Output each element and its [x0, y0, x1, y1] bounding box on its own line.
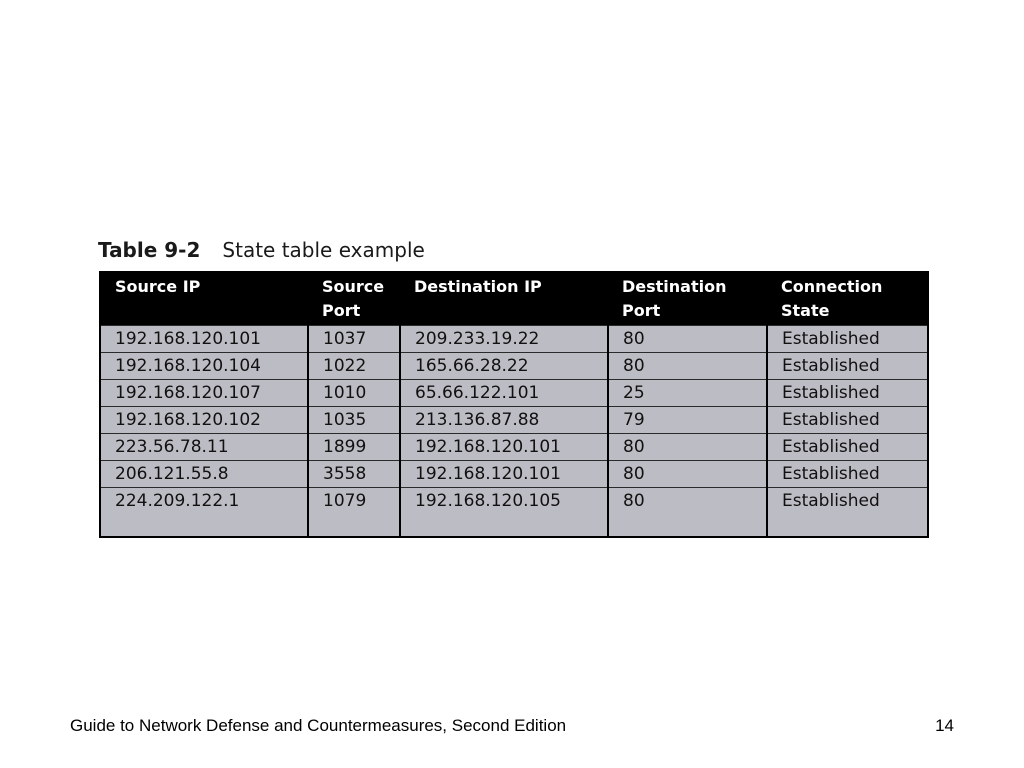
table-row [100, 380, 928, 407]
cell-connection-state: Established [767, 407, 928, 434]
cell-destination-ip: 192.168.120.101 [400, 434, 608, 461]
cell-destination-ip: 213.136.87.88 [400, 407, 608, 434]
cell-destination-ip: 209.233.19.22 [400, 326, 608, 353]
table-body [100, 326, 928, 537]
cell-connection-state: Established [767, 353, 928, 380]
cell-destination-port: 79 [608, 407, 767, 434]
header-destination-port: Destination Port [608, 272, 767, 326]
cell-source-port: 1010 [308, 380, 400, 407]
cell-source-port: 1037 [308, 326, 400, 353]
cell-source-ip: 192.168.120.107 [100, 380, 308, 407]
cell-connection-state: Established [767, 461, 928, 488]
cell-connection-state: Established [767, 434, 928, 461]
header-destination-ip: Destination IP [400, 272, 608, 326]
footer-page-number: 14 [935, 716, 954, 735]
cell-source-port: 3558 [308, 461, 400, 488]
cell-destination-port: 25 [608, 380, 767, 407]
cell-source-ip: 192.168.120.104 [100, 353, 308, 380]
footer-book-title: Guide to Network Defense and Countermeasures, Second Edition [70, 716, 567, 735]
header-connection-state: Connection State [767, 272, 928, 326]
table-header [100, 272, 928, 326]
table-number: Table 9-2 [98, 238, 201, 262]
table-row [100, 488, 928, 515]
state-table [99, 271, 929, 538]
cell-source-port: 1022 [308, 353, 400, 380]
table-row [100, 353, 928, 380]
cell-connection-state: Established [767, 326, 928, 353]
cell-destination-ip: 192.168.120.105 [400, 488, 608, 515]
table-row [100, 461, 928, 488]
table-row [100, 326, 928, 353]
cell-source-ip: 192.168.120.101 [100, 326, 308, 353]
header-source-port: Source Port [308, 272, 400, 326]
header-source-ip: Source IP [100, 272, 308, 326]
cell-source-port: 1899 [308, 434, 400, 461]
table-caption [98, 238, 425, 262]
cell-destination-port: 80 [608, 353, 767, 380]
cell-source-ip: 223.56.78.11 [100, 434, 308, 461]
cell-destination-ip: 192.168.120.101 [400, 461, 608, 488]
cell-destination-port: 80 [608, 488, 767, 515]
cell-source-ip: 192.168.120.102 [100, 407, 308, 434]
cell-source-port: 1079 [308, 488, 400, 515]
cell-connection-state: Established [767, 380, 928, 407]
cell-connection-state: Established [767, 488, 928, 515]
cell-destination-ip: 165.66.28.22 [400, 353, 608, 380]
header-row [100, 272, 928, 326]
table-row [100, 434, 928, 461]
table-filler-row [100, 515, 928, 537]
table-title: State table example [222, 238, 425, 262]
cell-destination-port: 80 [608, 434, 767, 461]
cell-source-ip: 206.121.55.8 [100, 461, 308, 488]
cell-source-port: 1035 [308, 407, 400, 434]
cell-destination-port: 80 [608, 461, 767, 488]
cell-destination-ip: 65.66.122.101 [400, 380, 608, 407]
table-row [100, 407, 928, 434]
cell-destination-port: 80 [608, 326, 767, 353]
cell-source-ip: 224.209.122.1 [100, 488, 308, 515]
